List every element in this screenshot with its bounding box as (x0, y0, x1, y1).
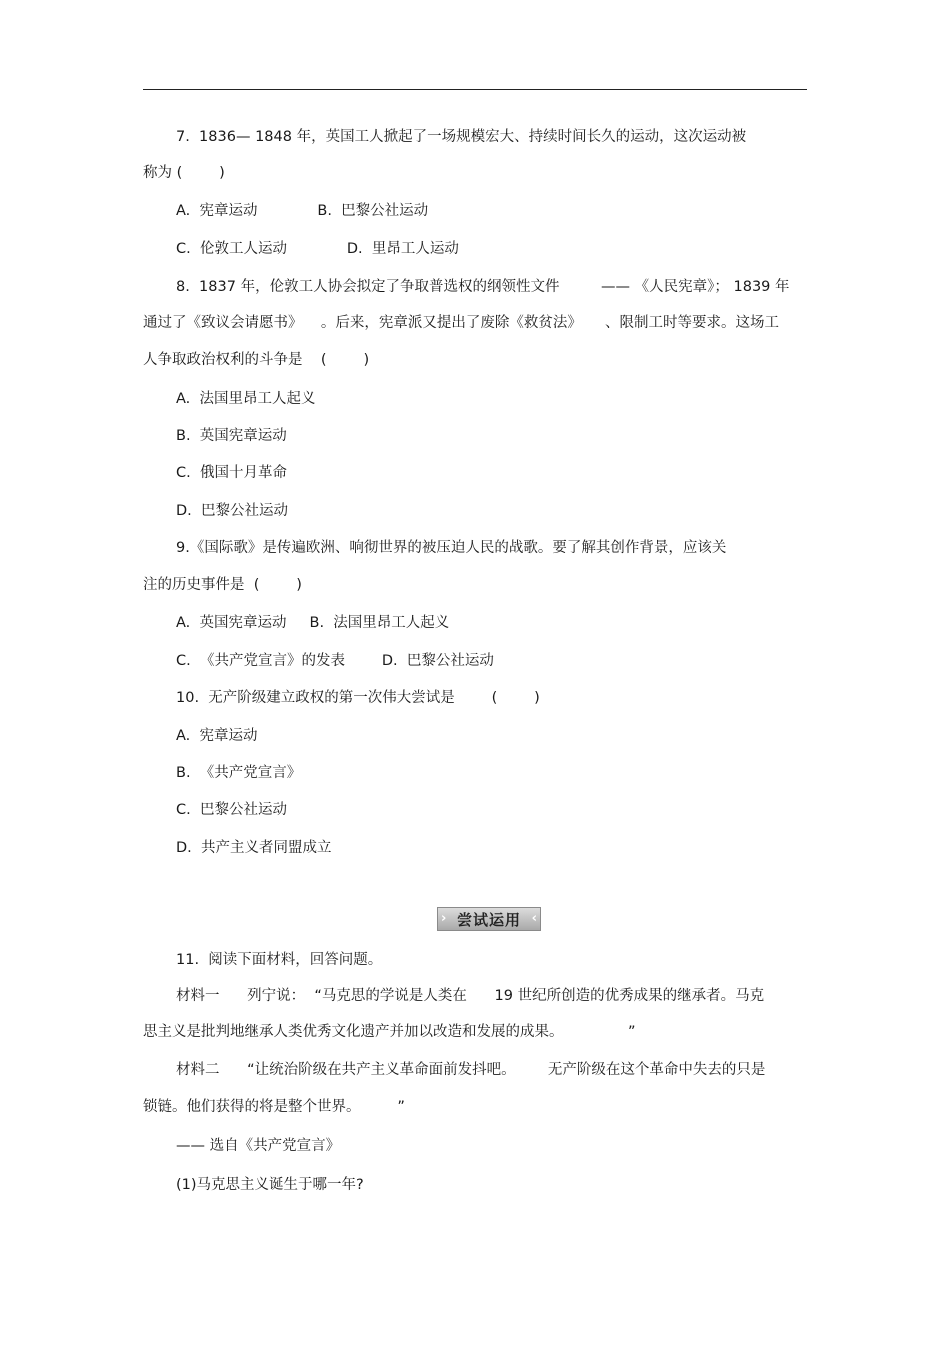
text-line: A. 宪章运动 B. 巴黎公社运动 (176, 203, 429, 219)
text-line: A. 英国宪章运动 B. 法国里昂工人起义 (176, 615, 450, 631)
text-line: 11. 阅读下面材料，回答问题。 (176, 952, 383, 968)
section-badge (437, 907, 541, 931)
text-line: 材料二 “让统治阶级在共产主义革命面前发抖吧。 无产阶级在这个革命中失去的只是 (176, 1062, 766, 1078)
text-line: 通过了《致议会请愿书》 。后来，宪章派又提出了废除《救贫法》 、限制工时等要求。这场工 (143, 315, 779, 331)
text-line: —— 选自《共产党宣言》 (176, 1138, 341, 1154)
text-line: D. 共产主义者同盟成立 (176, 840, 332, 856)
chevron-left-icon: ‹ (531, 911, 537, 926)
text-line: C. 《共产党宣言》的发表 D. 巴黎公社运动 (176, 653, 494, 669)
section-title: 尝试运用 (456, 910, 521, 929)
chevron-right-icon: › (441, 911, 447, 926)
text-line: C. 巴黎公社运动 (176, 802, 287, 818)
text-line: (1)马克思主义诞生于哪一年? (176, 1177, 364, 1193)
text-line: C. 伦敦工人运动 D. 里昂工人运动 (176, 241, 459, 257)
text-line: A. 宪章运动 (176, 728, 258, 744)
text-line: 称为 ( ) (143, 165, 225, 181)
text-line: 人争取政治权利的斗争是 ( ) (143, 352, 370, 368)
text-line: A. 法国里昂工人起义 (176, 391, 316, 407)
text-line: 9.《国际歌》是传遍欧洲、响彻世界的被压迫人民的战歌。要了解其创作背景，应该关 (176, 540, 727, 556)
text-line: 8. 1837 年，伦敦工人协会拟定了争取普选权的纲领性文件 —— 《人民宪章》； 1839 年 (176, 279, 790, 295)
text-line: 锁链。他们获得的将是整个世界。 ” (143, 1099, 405, 1115)
text-line: B. 英国宪章运动 (176, 428, 287, 444)
text-line: D. 巴黎公社运动 (176, 503, 288, 519)
text-line: 注的历史事件是 ( ) (143, 577, 302, 593)
text-line: B. 《共产党宣言》 (176, 765, 302, 781)
header-rule (143, 89, 807, 90)
text-line: 思主义是批判地继承人类优秀文化遗产并加以改造和发展的成果。 ” (143, 1024, 636, 1040)
text-line: 10. 无产阶级建立政权的第一次伟大尝试是 ( ) (176, 690, 540, 706)
text-line: 7. 1836— 1848 年，英国工人掀起了一场规模宏大、持续时间长久的运动，这次运动被 (176, 129, 747, 145)
text-line: 材料一 列宁说： “马克思的学说是人类在 19 世纪所创造的优秀成果的继承者。马克 (176, 988, 765, 1004)
text-line: C. 俄国十月革命 (176, 465, 287, 481)
